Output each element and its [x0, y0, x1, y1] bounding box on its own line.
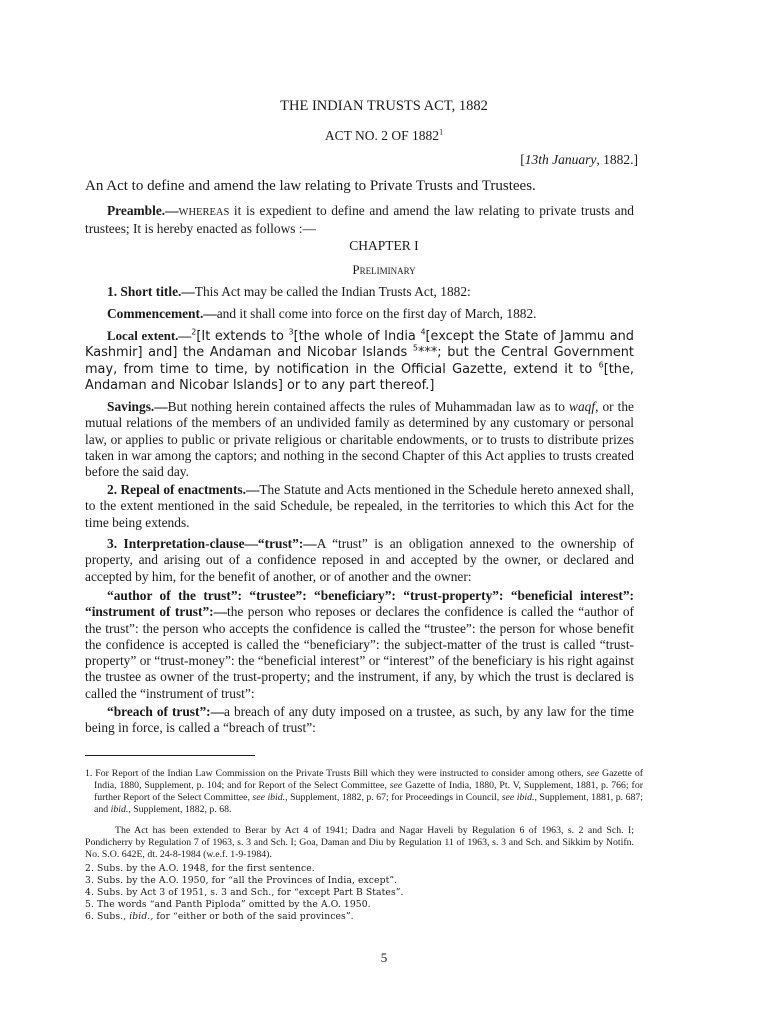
footnote-divider [85, 755, 255, 756]
local-extent-heading: Local extent.— [107, 329, 192, 343]
act-date: [13th January, 1882.] [520, 152, 638, 167]
local-extent-paragraph: Local extent.—$^2$[It extends to $^3$[the whole of India $^4$[except the State of Jammu and Kashmir] and] the Andaman and Nicobar Islands $^5$***; but the Central Government may, from time to time, by notification in the Official Gazette, extend it to $^6$[the, Andaman and Nicobar Islands] or to any part thereof.] [85, 327, 634, 393]
section-1: 1. Short title.—This Act may be called the Indian Trusts Act, 1882: [107, 284, 471, 299]
chapter-title: CHAPTER I [349, 238, 419, 253]
act-date-italic: 13th January [524, 152, 597, 167]
act-number [0, 128, 768, 144]
footnote-5: 5. The words “and Panth Piploda” omitted by the A.O. 1950. [85, 899, 371, 910]
section-3-heading: 3. Interpretation-clause—“trust”:— [107, 536, 317, 551]
section-2-heading: 2. Repeal of enactments.— [107, 482, 260, 497]
footnote-extension: The Act has been extended to Berar by Act 4 of 1941; Dadra and Nagar Haveli by Regulation 6 of 1963, s. 2 and Sch. I; Pondicherry by Regulation 7 of 1963, s. 3 and Sch. I; Goa, Daman and Diu by Regulation 11 of 1963, s. 3 and Sch. and Sikkim by Notifn. No. S.O. 642E, dt. 24-8-1984 (w.e.f. 1-9-1984). [85, 825, 634, 861]
savings-heading: Savings.— [107, 399, 168, 414]
page-number: 5 [380, 950, 388, 965]
footnote-2: 2. Subs. by the A.O. 1948, for the first sentence. [85, 863, 315, 874]
preamble-whereas: WHEREAS [178, 207, 230, 218]
footnote-3: 3. Subs. by the A.O. 1950, for “all the Provinces of India, except”. [85, 875, 398, 886]
section-2: 2. Repeal of enactments.—The Statute and Acts mentioned in the Schedule hereto annexed shall, to the extent mentioned in the said Schedule, be repealed, in the territories to which this Act for the time being extends. [85, 482, 634, 530]
breach-heading: “breach of trust”:— [107, 704, 225, 719]
definitions-paragraph: “author of the trust”: “trustee”: “beneficiary”: “trust-property”: “beneficial interest”: “instrument of trust”:—the person who reposes or declares the confidence is called the “author of the trust”: the person who accepts the confidence is called the “trustee”: the person for whose benefit the confidence is accepted is called the “beneficiary”: the subject-matter of the trust is called “trust-property” or “trust-money”: the “beneficial interest” or “interest” of the beneficiary is his right against the trustee as owner of the trust-property; and the instrument, if any, by which the trust is declared is called the “instrument of trust”: [85, 588, 635, 701]
section-1-heading: 1. Short title.— [107, 284, 195, 299]
footnote-4: 4. Subs. by Act 3 of 1951, s. 3 and Sch., for “except Part B States”. [85, 887, 404, 898]
definitions-heading: “author of the trust”: “trustee”: “beneficiary”: “trust-property”: “beneficial interest”: “instrument of trust”:— [85, 588, 634, 620]
savings-paragraph: Savings.—But nothing herein contained affects the rules of Muhammadan law as to waqf, or the mutual relations of the members of an undivided family as determined by any customary or personal law, or applies to public or private religious or charitable endowments, or to trusts to distribute prizes taken in war among the captors; and nothing in the second Chapter of this Act applies to trusts created before the said day. [85, 399, 634, 480]
commencement-paragraph: Commencement.—and it shall come into force on the first day of March, 1882. [107, 306, 537, 321]
footnote-6: 6. Subs., ibid., for “either or both of the said provinces”. [85, 911, 354, 922]
act-number-text: ACT NO. 2 OF 1882 [324, 128, 440, 143]
long-title: An Act to define and amend the law relating to Private Trusts and Trustees. [85, 178, 536, 194]
footnote-1: 1. For Report of the Indian Law Commission on the Private Trusts Bill which they were instructed to consider among others, see Gazette of India, 1880, Supplement, p. 104; and for Report of the Select Committee, see Gazette of India, 1880, Pt. V, Supplement, 1881, p. 766; for further Report of the Select Committee, see ibid., Supplement, 1882, p. 67; for Proceedings in Council, see ibid., Supplement, 1881, p. 687; and ibid., Supplement, 1882, p. 68. [85, 768, 643, 816]
breach-paragraph: “breach of trust”:—a breach of any duty imposed on a trustee, as such, by any law for the time being in force, is called a “breach of trust”: [85, 704, 634, 736]
chapter-subtitle: Preliminary [352, 262, 416, 277]
preamble-heading: Preamble.— [107, 203, 179, 218]
section-3: 3. Interpretation-clause—“trust”:—A “trust” is an obligation annexed to the ownership of property, and arising out of a confidence reposed in and accepted by the owner, or declared and accepted by him, for the benefit of another, or of another and the owner: [85, 536, 634, 584]
act-title: THE INDIAN TRUSTS ACT, 1882 [280, 98, 488, 114]
preamble-paragraph: Preamble.—WHEREAS it is expedient to define and amend the law relating to private trusts and trustees; It is hereby enacted as follows :— [85, 203, 634, 237]
commencement-heading: Commencement.— [107, 306, 217, 321]
footnote-ref-1: 1 [439, 127, 444, 137]
